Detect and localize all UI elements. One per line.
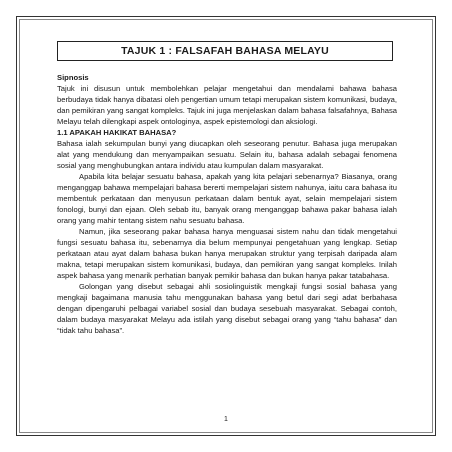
sinopsis-paragraph: Tajuk ini disusun untuk membolehkan pelajar mengetahui dan mendalami bahawa bahasa berbudaya tidak hanya dibatasi oleh pengertian umum tetapi merupakan sistem komunikasi, budaya, dan pemikiran yang sangat kompleks. Tajuk ini juga menjelaskan dalam bahasa falsafahnya, Bahasa Melayu telah dilengkapi aspek ontologinya, aspek epistemologi dan aksiologi. (57, 84, 397, 126)
section-heading: 1.1 APAKAH HAKIKAT BAHASA? (57, 128, 177, 137)
sinopsis-heading: Sipnosis (57, 73, 89, 82)
body-paragraph-1: Bahasa ialah sekumpulan bunyi yang diucapkan oleh seseorang penutur. Bahasa juga merupakan alat yang mendukung dan menyampaikan sesuatu. Selain itu, bahasa adalah sebagai fenomena sosial yang menghubungkan antara individu atau kumpulan dalam masyarakat. (57, 139, 397, 170)
document-body (57, 72, 397, 336)
body-paragraph-2: Apabila kita belajar sesuatu bahasa, apakah yang kita pelajari sebenarnya? Biasanya, orang menganggap bahawa mempelajari bahasa bererti mempelajari sistem nahunya, iaitu cara bahasa itu membentuk perkataan dan menyusun perkataan dalam bentuk ayat, selain mempelajari sistem fonologi, bunyi dan ejaan. Oleh sebab itu, banyak orang menganggap bahawa pakar bahasa ialah orang yang mahir tentang sistem nahu sesuatu bahasa. (57, 172, 397, 225)
body-paragraph-4: Golongan yang disebut sebagai ahli sosiolinguistik mengkaji fungsi sosial bahasa yang mengkaji bagaimana manusia tahu menggunakan bahasa yang betul dari segi adat berbahasa dengan dipengaruhi pelbagai variabel sosial dan budaya sesebuah masyarakat. Sebagai contoh, dalam budaya masyarakat Melayu ada istilah yang disebut sebagai orang yang “tahu bahasa” dan “tidak tahu bahasa”. (57, 282, 397, 335)
document-title: TAJUK 1 : FALSAFAH BAHASA MELAYU (57, 41, 393, 61)
page-number: 1 (224, 416, 228, 423)
body-paragraph-3: Namun, jika seseorang pakar bahasa hanya menguasai sistem nahu dan tidak mengetahui fungsi sesuatu bahasa itu, sebenarnya dia belum mempunyai pengetahuan yang lengkap. Setiap perkataan atau ayat dalam bahasa bukan hanya merupakan struktur yang terpisah daripada alam makna, tetapi merupakan sistem komunikasi, budaya, dan pemikiran yang sangat kompleks. Inilah aspek bahasa yang menarik perhatian banyak pemikir bahasa dan bukan hanya pakar tatabahasa. (57, 227, 397, 280)
